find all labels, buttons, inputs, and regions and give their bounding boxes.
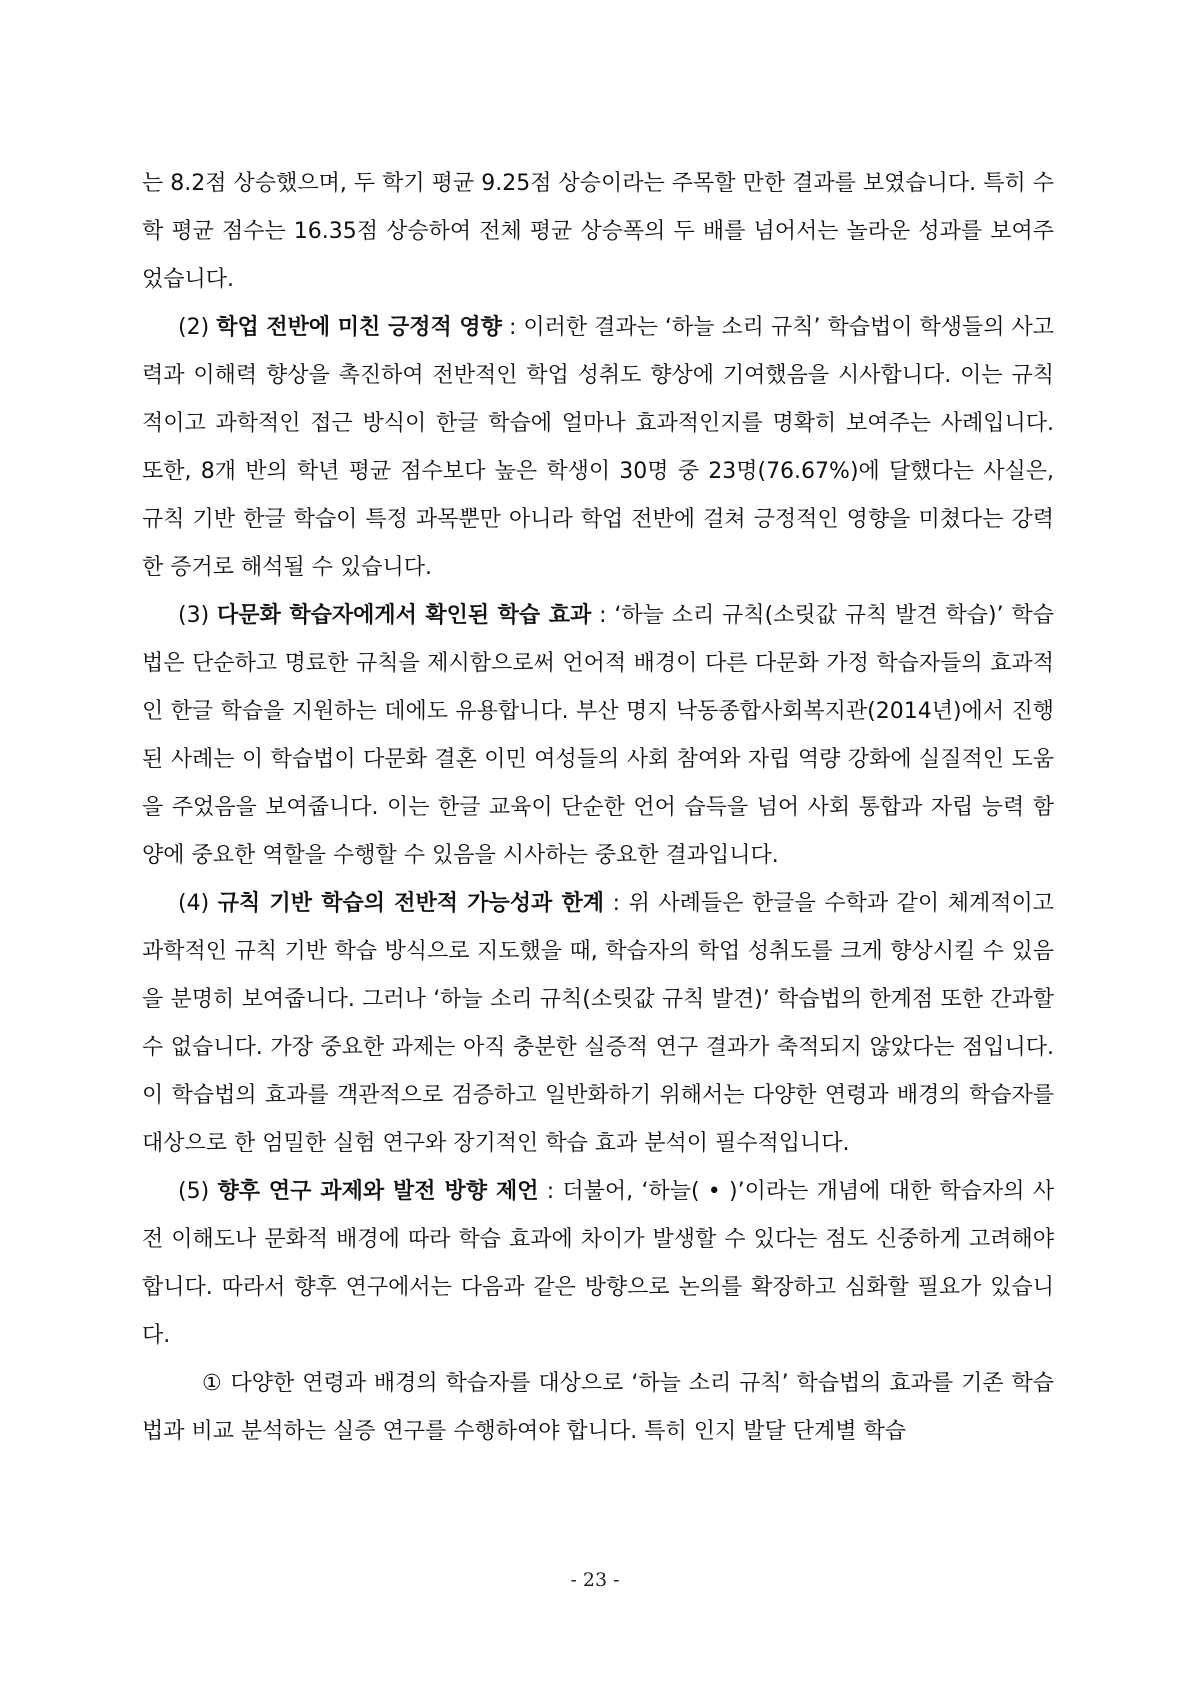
paragraph-number: (2) — [178, 315, 217, 340]
paragraph-4-possibilities-limits — [142, 880, 1054, 1168]
paragraph-3-multicultural-effect — [142, 592, 1054, 880]
paragraph-text: 는 8.2점 상승했으며, 두 학기 평균 9.25점 상승이라는 주목할 만한 결과를 보였습니다. 특히 수학 평균 점수는 16.35점 상승하여 전체 평균 상승폭의 두 배를 넘어서는 놀라운 성과를 보여주었습니다. — [142, 171, 1054, 292]
paragraph-number: (4) — [178, 891, 218, 916]
paragraph-text: 다양한 연령과 배경의 학습자를 대상으로 ‘하늘 소리 규칙’ 학습법의 효과를 기존 학습법과 비교 분석하는 실증 연구를 수행하여야 합니다. 특히 인지 발달 단계별 학습 — [142, 1371, 1054, 1444]
paragraph-number: (3) — [178, 603, 218, 628]
paragraph-heading: 향후 연구 과제와 발전 방향 제언 — [217, 1179, 539, 1204]
paragraph-heading: 규칙 기반 학습의 전반적 가능성과 한계 — [217, 891, 604, 916]
paragraph-list-item-1 — [142, 1360, 1054, 1456]
paragraph-text: : 더불어, ‘하늘( • )’이라는 개념에 대한 학습자의 사전 이해도나 문화적 배경에 따라 학습 효과에 차이가 발생할 수 있다는 점도 신중하게 고려해야 합니다. 따라서 향후 연구에서는 다음과 같은 방향으로 논의를 확장하고 심화할 필요가 있습니다. — [142, 1179, 1055, 1348]
paragraph-text: : 이러한 결과는 ‘하늘 소리 규칙’ 학습법이 학생들의 사고력과 이해력 향상을 촉진하여 전반적인 학업 성취도 향상에 기여했음을 시사합니다. 이는 규칙적이고 과학적인 접근 방식이 한글 학습에 얼마나 효과적인지를 명확히 보여주는 사례입니다. 또한, 8개 반의 학년 평균 점수보다 높은 학생이 30명 중 23명(76.67%)에 달했다는 사실은, 규칙 기반 한글 학습이 특정 과목뿐만 아니라 학업 전반에 걸쳐 긍정적인 영향을 미쳤다는 강력한 증거로 해석될 수 있습니다. — [142, 315, 1055, 580]
page-number: - 23 - — [570, 1569, 620, 1591]
paragraph-5-future-research — [142, 1168, 1054, 1360]
paragraph-heading: 다문화 학습자에게서 확인된 학습 효과 — [217, 603, 592, 628]
paragraph-2-academic-impact — [142, 304, 1054, 592]
paragraph-text: : 위 사례들은 한글을 수학과 같이 체계적이고 과학적인 규칙 기반 학습 방식으로 지도했을 때, 학습자의 학업 성취도를 크게 향상시킬 수 있음을 분명히 보여줍니다. 그러나 ‘하늘 소리 규칙(소릿값 규칙 발견)’ 학습법의 한계점 또한 간과할 수 없습니다. 가장 중요한 과제는 아직 충분한 실증적 연구 결과가 축적되지 않았다는 점입니다. 이 학습법의 효과를 객관적으로 검증하고 일반화하기 위해서는 다양한 연령과 배경의 학습자를 대상으로 한 엄밀한 실험 연구와 장기적인 학습 효과 분석이 필수적입니다. — [142, 891, 1054, 1156]
document-body — [142, 160, 1054, 1456]
paragraph-number: (5) — [178, 1179, 218, 1204]
paragraph-heading: 학업 전반에 미친 긍정적 영향 — [216, 315, 502, 340]
paragraph-text: : ‘하늘 소리 규칙(소릿값 규칙 발견 학습)’ 학습법은 단순하고 명료한 규칙을 제시함으로써 언어적 배경이 다른 다문화 가정 학습자들의 효과적인 한글 학습을 지원하는 데에도 유용합니다. 부산 명지 낙동종합사회복지관(2014년)에서 진행된 사례는 이 학습법이 다문화 결혼 이민 여성들의 사회 참여와 자립 역량 강화에 실질적인 도움을 주었음을 보여줍니다. 이는 한글 교육이 단순한 언어 습득을 넘어 사회 통합과 자립 능력 함양에 중요한 역할을 수행할 수 있음을 시사하는 중요한 결과입니다. — [142, 603, 1054, 868]
list-marker: ① — [202, 1371, 231, 1396]
paragraph-continuation — [142, 160, 1054, 304]
